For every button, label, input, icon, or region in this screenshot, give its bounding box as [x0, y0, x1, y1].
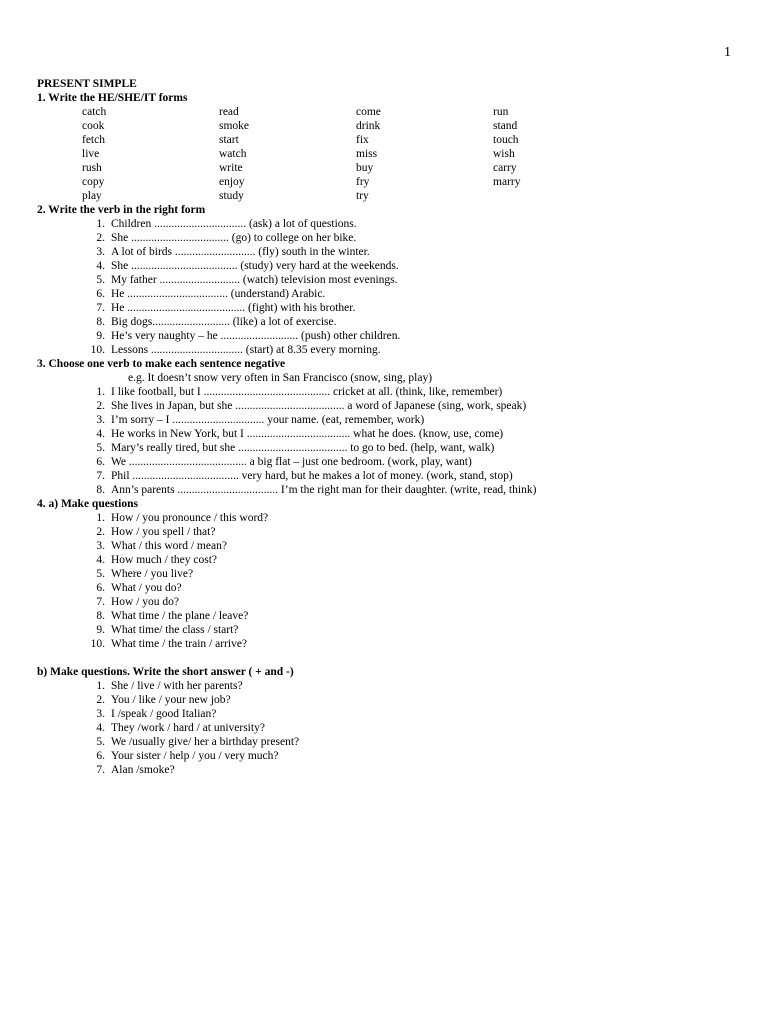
section-2-heading: 2. Write the verb in the right form — [37, 204, 206, 216]
item-number: 5. — [96, 442, 105, 454]
item-text: My father ............................ (watch) television most evenings. — [111, 274, 398, 286]
verb-word: carry — [493, 162, 517, 174]
verb-word: live — [82, 148, 100, 160]
item-number: 5. — [96, 274, 105, 286]
worksheet — [37, 77, 747, 777]
item-text: Where / you live? — [111, 568, 194, 580]
verb-word: enjoy — [219, 176, 245, 188]
exercise-item — [37, 427, 747, 441]
page-number: 1 — [724, 45, 731, 60]
verb-word: drink — [356, 120, 381, 132]
item-number: 4. — [96, 428, 105, 440]
item-number: 2. — [96, 526, 105, 538]
exercise-item — [37, 273, 747, 287]
item-text: What / this word / mean? — [111, 540, 227, 552]
verb-word: write — [219, 162, 243, 174]
verb-word: run — [493, 106, 509, 118]
item-text: She ..................................... (study) very hard at the weekends. — [111, 260, 399, 272]
exercise-item — [37, 539, 747, 553]
item-text: Alan /smoke? — [111, 764, 175, 776]
exercise-item — [37, 385, 747, 399]
item-text: How much / they cost? — [111, 554, 218, 566]
item-number: 2. — [96, 694, 105, 706]
item-number: 3. — [96, 708, 105, 720]
exercise-item — [37, 595, 747, 609]
item-number: 9. — [96, 624, 105, 636]
verb-word: touch — [493, 134, 519, 146]
item-text: I’m sorry – I ................................ your name. (eat, remember, work) — [111, 414, 425, 426]
verb-word: start — [219, 134, 239, 146]
exercise-item — [37, 707, 747, 721]
verb-word: watch — [219, 148, 247, 160]
item-number: 7. — [96, 470, 105, 482]
verb-word: wish — [493, 148, 515, 160]
item-text: Big dogs........................... (like) a lot of exercise. — [111, 316, 337, 328]
verb-word: stand — [493, 120, 518, 132]
verb-word: catch — [82, 106, 107, 118]
item-text: How / you do? — [111, 596, 180, 608]
section-2-list — [37, 217, 747, 357]
section-4a-heading: 4. a) Make questions — [37, 498, 138, 510]
verb-word — [493, 189, 630, 203]
section-4b-heading: b) Make questions. Write the short answer ( + and -) — [37, 666, 294, 678]
section-4a-list — [37, 511, 747, 651]
item-number: 2. — [96, 232, 105, 244]
exercise-item — [37, 749, 747, 763]
worksheet-title: PRESENT SIMPLE — [37, 78, 137, 90]
exercise-item — [37, 763, 747, 777]
item-number: 3. — [96, 414, 105, 426]
item-text: We ......................................... a big flat – just one bedroom. (work, play, want) — [111, 456, 472, 468]
verb-word: buy — [356, 162, 374, 174]
section-3-example: e.g. It doesn’t snow very often in San Francisco (snow, sing, play) — [128, 372, 433, 384]
item-text: Mary’s really tired, but she ...................................... to go to bed. (help, want, walk) — [111, 442, 495, 454]
item-number: 3. — [96, 246, 105, 258]
exercise-item — [37, 581, 747, 595]
exercise-item — [37, 231, 747, 245]
exercise-item — [37, 287, 747, 301]
verb-word: smoke — [219, 120, 250, 132]
exercise-item — [37, 735, 747, 749]
item-text: I /speak / good Italian? — [111, 708, 217, 720]
item-text: How / you spell / that? — [111, 526, 216, 538]
item-text: Lessons ................................ (start) at 8.35 every morning. — [111, 344, 381, 356]
item-text: He works in New York, but I .................................... what he does. (know, use, come) — [111, 428, 504, 440]
item-number: 6. — [96, 456, 105, 468]
exercise-item — [37, 329, 747, 343]
item-number: 4. — [96, 722, 105, 734]
item-number: 6. — [96, 582, 105, 594]
item-number: 4. — [96, 554, 105, 566]
item-number: 10. — [90, 344, 105, 356]
item-number: 1. — [96, 218, 105, 230]
item-text: A lot of birds ............................ (fly) south in the winter. — [111, 246, 370, 258]
item-number: 1. — [96, 680, 105, 692]
verb-word: miss — [356, 148, 378, 160]
item-number: 4. — [96, 260, 105, 272]
section-3-heading: 3. Choose one verb to make each sentence negative — [37, 358, 286, 370]
section-4b-list — [37, 679, 747, 777]
exercise-item — [37, 399, 747, 413]
item-number: 7. — [96, 764, 105, 776]
item-text: What time/ the class / start? — [111, 624, 239, 636]
exercise-item — [37, 609, 747, 623]
exercise-item — [37, 553, 747, 567]
item-text: We /usually give/ her a birthday present? — [111, 736, 300, 748]
spacer — [37, 651, 747, 665]
exercise-item — [37, 637, 747, 651]
item-text: Ann’s parents ................................... I’m the right man for their daughter. (write, read, think) — [111, 484, 537, 496]
exercise-item — [37, 721, 747, 735]
item-text: What / you do? — [111, 582, 182, 594]
item-text: Your sister / help / you / very much? — [111, 750, 279, 762]
item-number: 8. — [96, 316, 105, 328]
exercise-item — [37, 511, 747, 525]
verb-word: fetch — [82, 134, 105, 146]
item-number: 1. — [96, 512, 105, 524]
item-text: How / you pronounce / this word? — [111, 512, 269, 524]
item-text: Children ................................ (ask) a lot of questions. — [111, 218, 357, 230]
verb-word: come — [356, 106, 381, 118]
item-text: What time / the train / arrive? — [111, 638, 248, 650]
item-number: 8. — [96, 484, 105, 496]
verb-word: rush — [82, 162, 102, 174]
item-text: He ................................... (understand) Arabic. — [111, 288, 326, 300]
item-text: What time / the plane / leave? — [111, 610, 249, 622]
exercise-item — [37, 623, 747, 637]
item-text: She / live / with her parents? — [111, 680, 243, 692]
verb-word: try — [356, 190, 369, 202]
item-number: 1. — [96, 386, 105, 398]
exercise-item — [37, 567, 747, 581]
item-number: 5. — [96, 736, 105, 748]
exercise-item — [37, 441, 747, 455]
exercise-item — [37, 413, 747, 427]
verb-word-grid — [82, 105, 747, 203]
item-number: 2. — [96, 400, 105, 412]
exercise-item — [37, 259, 747, 273]
section-3-list — [37, 385, 747, 497]
verb-word: fix — [356, 134, 369, 146]
item-text: She .................................. (go) to college on her bike. — [111, 232, 357, 244]
verb-word: read — [219, 106, 239, 118]
item-text: I like football, but I ............................................ cricket at all. (think, like, remember) — [111, 386, 503, 398]
exercise-item — [37, 679, 747, 693]
item-text: You / like / your new job? — [111, 694, 231, 706]
exercise-item — [37, 245, 747, 259]
item-text: She lives in Japan, but she ...................................... a word of Japanese (sing, work, speak) — [111, 400, 527, 412]
item-number: 10. — [90, 638, 105, 650]
exercise-item — [37, 469, 747, 483]
exercise-item — [37, 483, 747, 497]
exercise-item — [37, 301, 747, 315]
exercise-item — [37, 343, 747, 357]
verb-word: cook — [82, 120, 105, 132]
item-number: 6. — [96, 750, 105, 762]
exercise-item — [37, 217, 747, 231]
item-number: 8. — [96, 610, 105, 622]
verb-word: copy — [82, 176, 105, 188]
verb-word: fry — [356, 176, 370, 188]
item-number: 7. — [96, 302, 105, 314]
exercise-item — [37, 693, 747, 707]
item-text: He ......................................... (fight) with his brother. — [111, 302, 356, 314]
verb-word: study — [219, 190, 244, 202]
item-number: 3. — [96, 540, 105, 552]
item-number: 7. — [96, 596, 105, 608]
item-number: 5. — [96, 568, 105, 580]
item-number: 9. — [96, 330, 105, 342]
exercise-item — [37, 315, 747, 329]
section-1-heading: 1. Write the HE/SHE/IT forms — [37, 92, 188, 104]
item-text: He’s very naughty – he ........................... (push) other children. — [111, 330, 401, 342]
exercise-item — [37, 525, 747, 539]
exercise-item — [37, 455, 747, 469]
verb-word: marry — [493, 176, 521, 188]
item-number: 6. — [96, 288, 105, 300]
verb-word: play — [82, 190, 102, 202]
item-text: Phil ..................................... very hard, but he makes a lot of money. (work, stand, stop) — [111, 470, 513, 482]
item-text: They /work / hard / at university? — [111, 722, 265, 734]
